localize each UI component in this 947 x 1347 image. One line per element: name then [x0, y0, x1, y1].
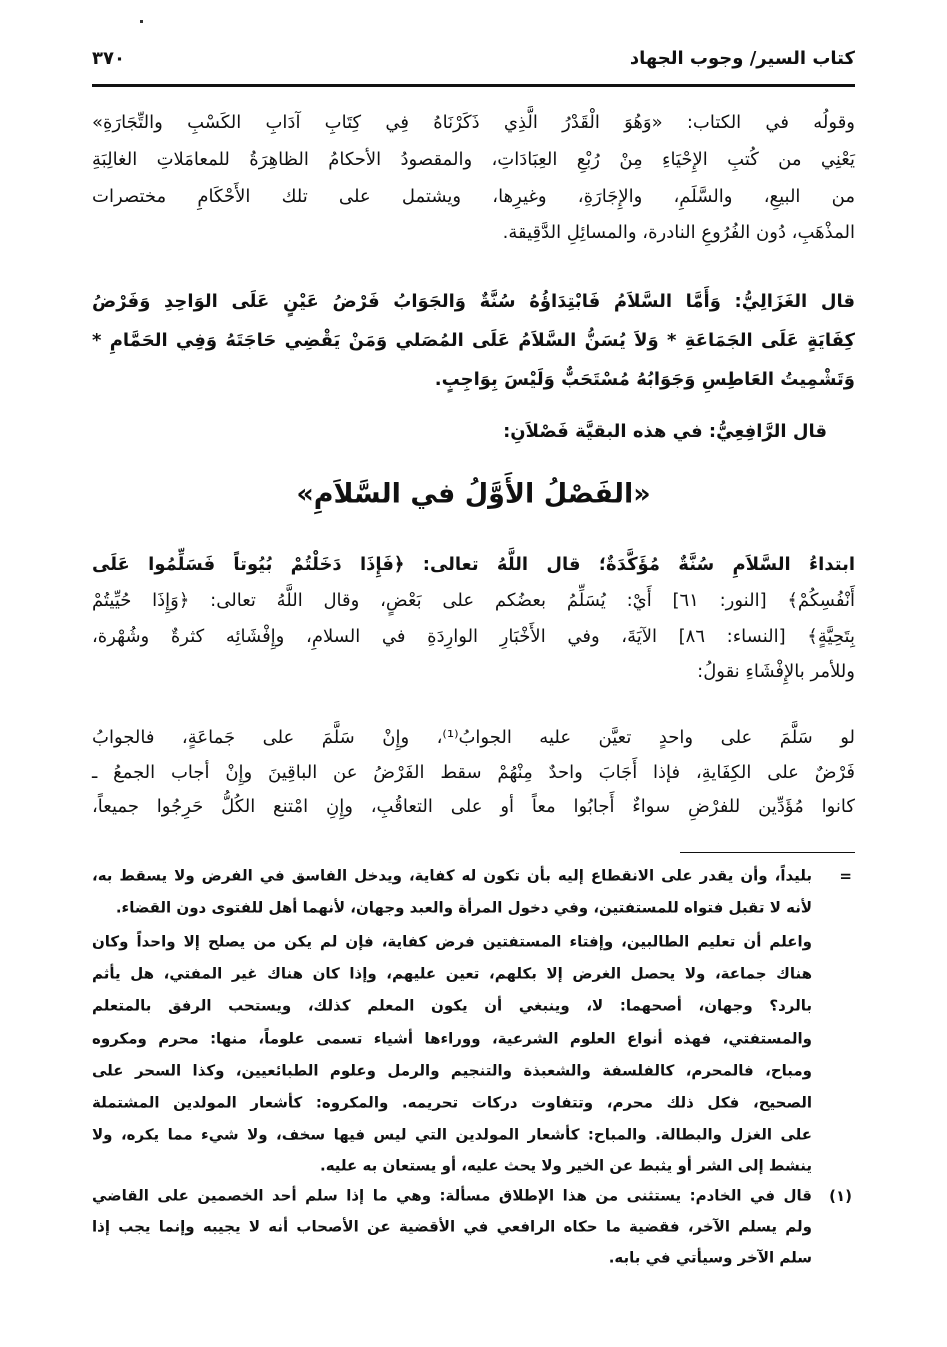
footnote-line: ولم يسلم الآخر، فقضية ما حكاه الرافعي في الأقضية عن الأصحاب أنه لا يجيبه وإنما يجب إذا — [92, 1217, 812, 1236]
footnote-line: هناك جماعة، ولا يحصل الغرض إلا بكلهم، تعين عليهم، وإذا كان هناك غير المفتي، هل يأثم — [92, 964, 812, 983]
footnote-line: قال في الخادم: يستثنى من هذا الإطلاق مسألة: وهي ما إذا سلم أحد الخصمين على القاضي — [92, 1186, 812, 1205]
footnote-line: ومباح، فالمحرم، كالفلسفة والشعبذة والتنجيم والرمل وعلوم الطبائعيين، وكذا السحر على — [92, 1061, 812, 1080]
footnote-line: والمستفتي، فهذه أنواع العلوم الشرعية، ووراءها أشياء تسمى علوماً، منها: محرم ومكروه — [92, 1029, 812, 1048]
page-number: ٣٧٠ — [92, 48, 125, 69]
text-line: كانوا مُؤَدِّين للفرْضِ سواءٌ أَجابُوا معاً أو على التعاقُبِ، وإِنِ امْتنع الكُلُّ حَرِجُوا جميعاً، — [92, 796, 855, 817]
text-line: كِفَايَةٍ عَلَى الجَمَاعَةِ * وَلاَ يُسَنُّ السَّلاَمُ عَلَى المُصَلي وَمَنْ يَقْضِي حَاجَتَهُ وَفِي الحَمَّامِ * — [92, 330, 855, 351]
text-line: بِتَحِيَّةٍ﴾ [النساء: ٨٦] الآيَةَ، وفي الأَخْبَارِ الوارِدَةِ في السلامِ، وإِفْشَائِه كثرةٌ وشُهْرة، — [92, 626, 855, 647]
header-rule — [92, 84, 855, 87]
footnote-line: لأنه لا تقبل فتواه للمستفتين، وفي دخول المرأة والعبد وجهان، لأنهما أهل للفتوى دون القضاء. — [115, 898, 812, 917]
text-line: يَعْنِي من كُتبِ الإِحْيَاءِ مِنْ رُبْعِ العِبَادَاتِ، والمقصودُ الأحكامُ الظاهِرَةُ للمعامَلاتِ الغالِبَةِ — [92, 149, 855, 170]
footnote-line: واعلم أن تعليم الطالبين، وإفتاء المستفتين فرض كفاية، فإن لم يكن من يصلح إلا واحداً وكان — [92, 932, 812, 951]
text-line: فَرْضٌ على الكِفَايةِ، فإذا أَجَابَ واحدٌ مِنْهُمْ سقط الفَرْضُ عن الباقِينَ وإِنْ أجاب الجمعُ ـ — [92, 762, 855, 783]
scan-speck — [140, 20, 143, 23]
footnote-line: سلم الآخر وسيأتي في بابه. — [608, 1248, 812, 1267]
text-line: ابتداءُ السَّلاَمِ سُنَّةٌ مُؤَكَّدَةٌ؛ قال اللَّهُ تعالى: ﴿فَإِذَا دَخَلْتُمْ بُيُوتاً فَسَلِّمُوا عَلَى — [92, 554, 855, 575]
footnote-line: على الغزل والبطالة. والمباح: كأشعار المولدين التي ليس فيها سخف، ولا شيء مما يكره، ولا — [92, 1125, 812, 1144]
footnote-number: (١) — [829, 1187, 852, 1205]
running-header-title: كتاب السير/ وجوب الجهاد — [629, 48, 855, 69]
footnote-line: بليداً، وأن يقدر على الانقطاع إليه بأن تكون له كفاية، ويدخل الفاسق في الفرض ولا يسقط به، — [92, 866, 812, 885]
text-line: وَتَشْمِيتُ العَاطِسِ وَجَوَابُهُ مُسْتَحَبٌّ وَلَيْسَ بِوَاجِبٍ. — [434, 369, 855, 390]
text-line: المذْهَبِ، دُون الفُرُوعِ النادرة، والمسائِلِ الدَّقِيقة. — [502, 222, 855, 243]
text-line: قال الغَزَالِيُّ: وَأَمَّا السَّلاَمُ فَابْتِدَاؤُهُ سُنَّةٌ وَالجَوَابُ فَرْضُ عَيْنٍ عَلَى الوَاحِدِ وَفَرْضُ — [92, 291, 855, 312]
text-line: وقولُه في الكتاب: «وَهُوَ الْقَدْرُ الَّذِي ذَكَرْنَاهُ فِي كِتَابِ آدَابِ الكَسْبِ والتِّجَارَةِ» — [92, 112, 855, 133]
section-heading: «الفَصْلُ الأَوَّلُ في السَّلاَمِ» — [296, 478, 651, 510]
footnote-line: الصحيح، فكل ذلك محرم، وتتفاوت دركات تحريمه. والمكروه: كأشعار المولدين المشتملة — [92, 1093, 812, 1112]
continuation-marker: = — [839, 867, 852, 885]
text-line: أَنْفُسِكُمْ﴾ [النور: ٦١] أَيْ: يُسَلِّمُ بعضُكم على بَعْضٍ، وقال اللَّهُ تعالى: ﴿وَإِذَا حُيِّيتُمْ — [92, 590, 855, 611]
rafii-line: قال الرَّافِعِيُّ: في هذه البقيَّة فَصْلاَنِ: — [503, 421, 827, 442]
text-line: لو سَلَّمَ على واحدٍ تعيَّن عليه الجوابُ⁽¹⁾، وإِنْ سَلَّمَ على جَماعَةٍ، فالجوابُ — [92, 727, 855, 748]
footnote-line: ينشط إلى الشر أو يثبط عن الخير ولا يحث عليه، أو يستعان به عليه. — [320, 1156, 812, 1175]
footnote-line: بالرد؟ وجهان، أصحهما: لا، وينبغي أن يكون المعلم كذلك، ويستحب الرفق بالمتعلم — [92, 996, 812, 1015]
text-line: من البيعِ، والسَّلَمِ، والإِجَارَةِ، وغيرِها، ويشتمل على تلك الأَحْكَامِ مختصرات — [92, 186, 855, 207]
text-line: وللأمر بالإِفْشَاءِ نقولُ: — [697, 661, 855, 682]
footnote-separator — [680, 852, 855, 853]
